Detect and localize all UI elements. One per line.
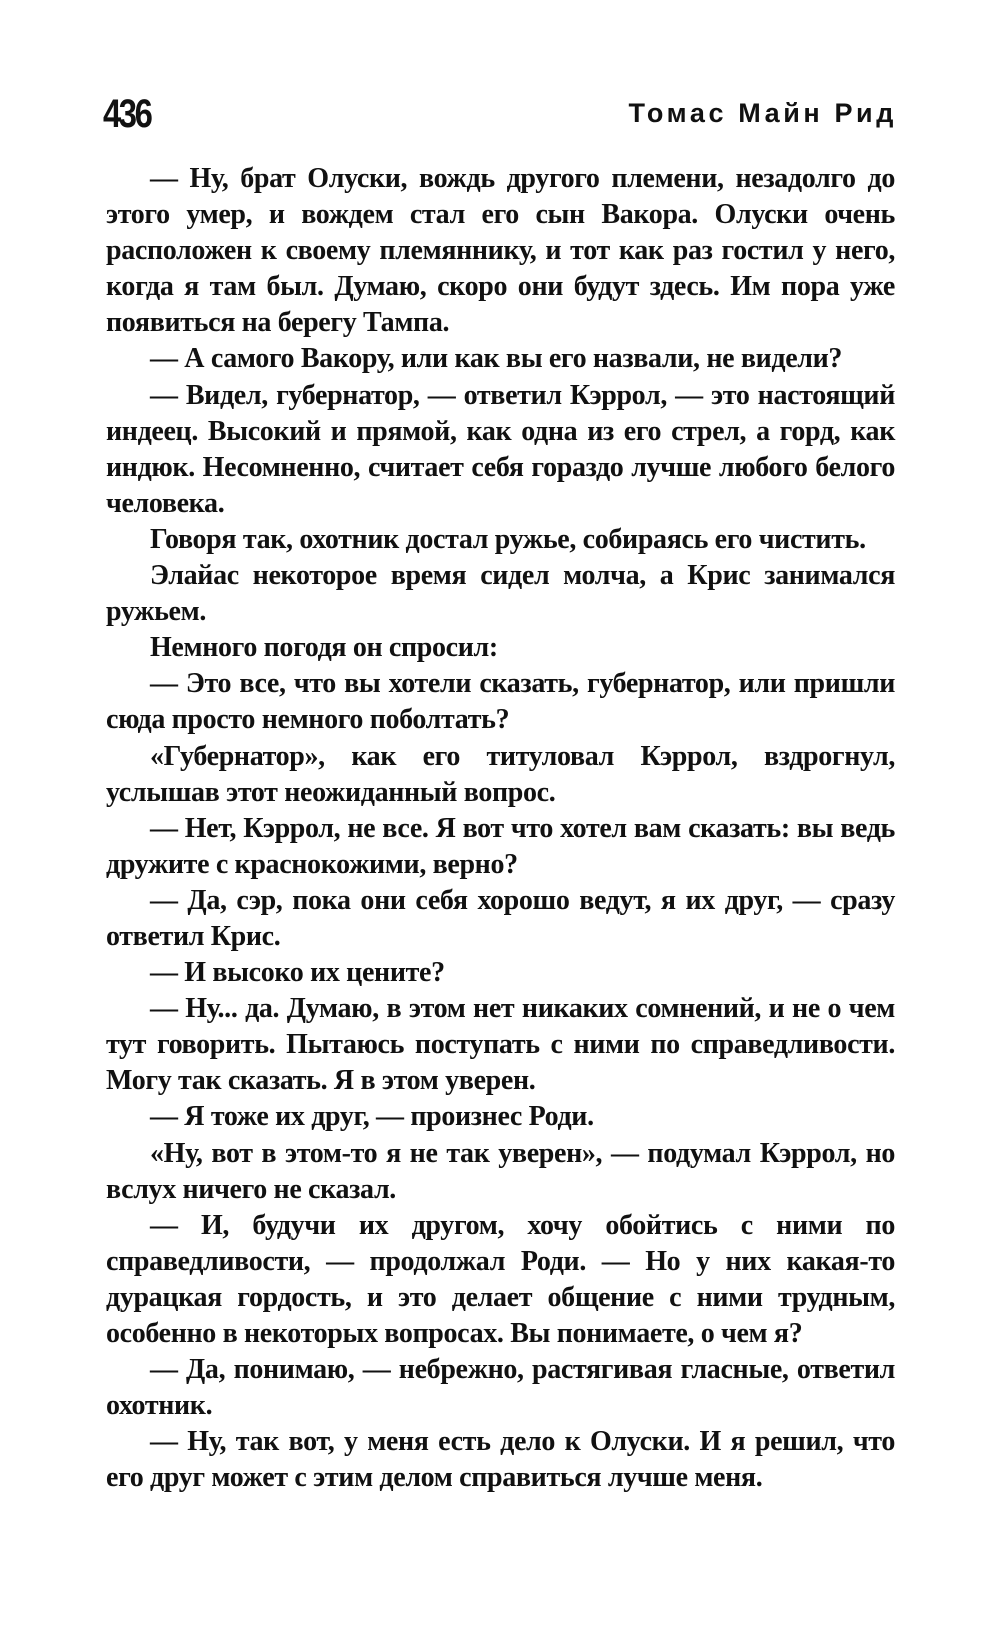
paragraph: — Ну, так вот, у меня есть дело к Олуски. И я решил, что его друг может с этим делом справиться лучше меня. [106, 1426, 895, 1494]
running-head-author: Томас Майн Рид [628, 98, 897, 128]
paragraph: Немного погодя он спросил: [150, 632, 498, 664]
paragraph: — Ну... да. Думаю, в этом нет никаких сомнений, и не о чем тут говорить. Пытаюсь поступать с ними по справедливости. Могу так сказать. Я в этом уверен. [106, 993, 895, 1097]
paragraph: — И, будучи их другом, хочу обойтись с ними по справедливости, — продолжал Роди. — Но у них какая-то дурацкая гордость, и это делает общение с ними трудным, особенно в некоторых вопросах. Вы понимаете, о чем я? [106, 1209, 895, 1349]
paragraph: — Я тоже их друг, — произнес Роди. [150, 1101, 594, 1133]
paragraph: — Нет, Кэррол, не все. Я вот что хотел вам сказать: вы ведь дружите с краснокожими, верно? [106, 812, 895, 880]
paragraph: — Это все, что вы хотели сказать, губернатор, или пришли сюда просто немного поболтать? [106, 668, 895, 736]
paragraph: Элайас некоторое время сидел молча, а Крис занимался ружьем. [106, 560, 895, 628]
paragraph: Говоря так, охотник достал ружье, собираясь его чистить. [150, 523, 866, 555]
paragraph: — Да, понимаю, — небрежно, растягивая гласные, ответил охотник. [106, 1354, 895, 1422]
paragraph: — Да, сэр, пока они себя хорошо ведут, я их друг, — сразу ответил Крис. [106, 884, 895, 952]
paragraph: — А самого Вакору, или как вы его назвали, не видели? [150, 343, 843, 375]
paragraph: «Губернатор», как его титуловал Кэррол, вздрогнул, услышав этот неожиданный вопрос. [106, 740, 895, 808]
page-number: 436 [103, 92, 151, 136]
paragraph: — Видел, губернатор, — ответил Кэррол, — это настоящий индеец. Высокий и прямой, как одна из его стрел, а горд, как индюк. Несомненно, считает себя гораздо лучше любого белого человека. [106, 379, 895, 519]
paragraph: «Ну, вот в этом-то я не так уверен», — подумал Кэррол, но вслух ничего не сказал. [106, 1137, 895, 1205]
body-text [106, 161, 895, 1496]
page-header [103, 92, 897, 140]
paragraph: — Ну, брат Олуски, вождь другого племени, незадолго до этого умер, и вождем стал его сын Вакора. Олуски очень расположен к своему племяннику, и тот как раз гостил у него, когда я там был. Думаю, скоро они будут здесь. Им пора уже появиться на берегу Тампа. [106, 163, 895, 339]
paragraph: — И высоко их цените? [150, 957, 445, 989]
